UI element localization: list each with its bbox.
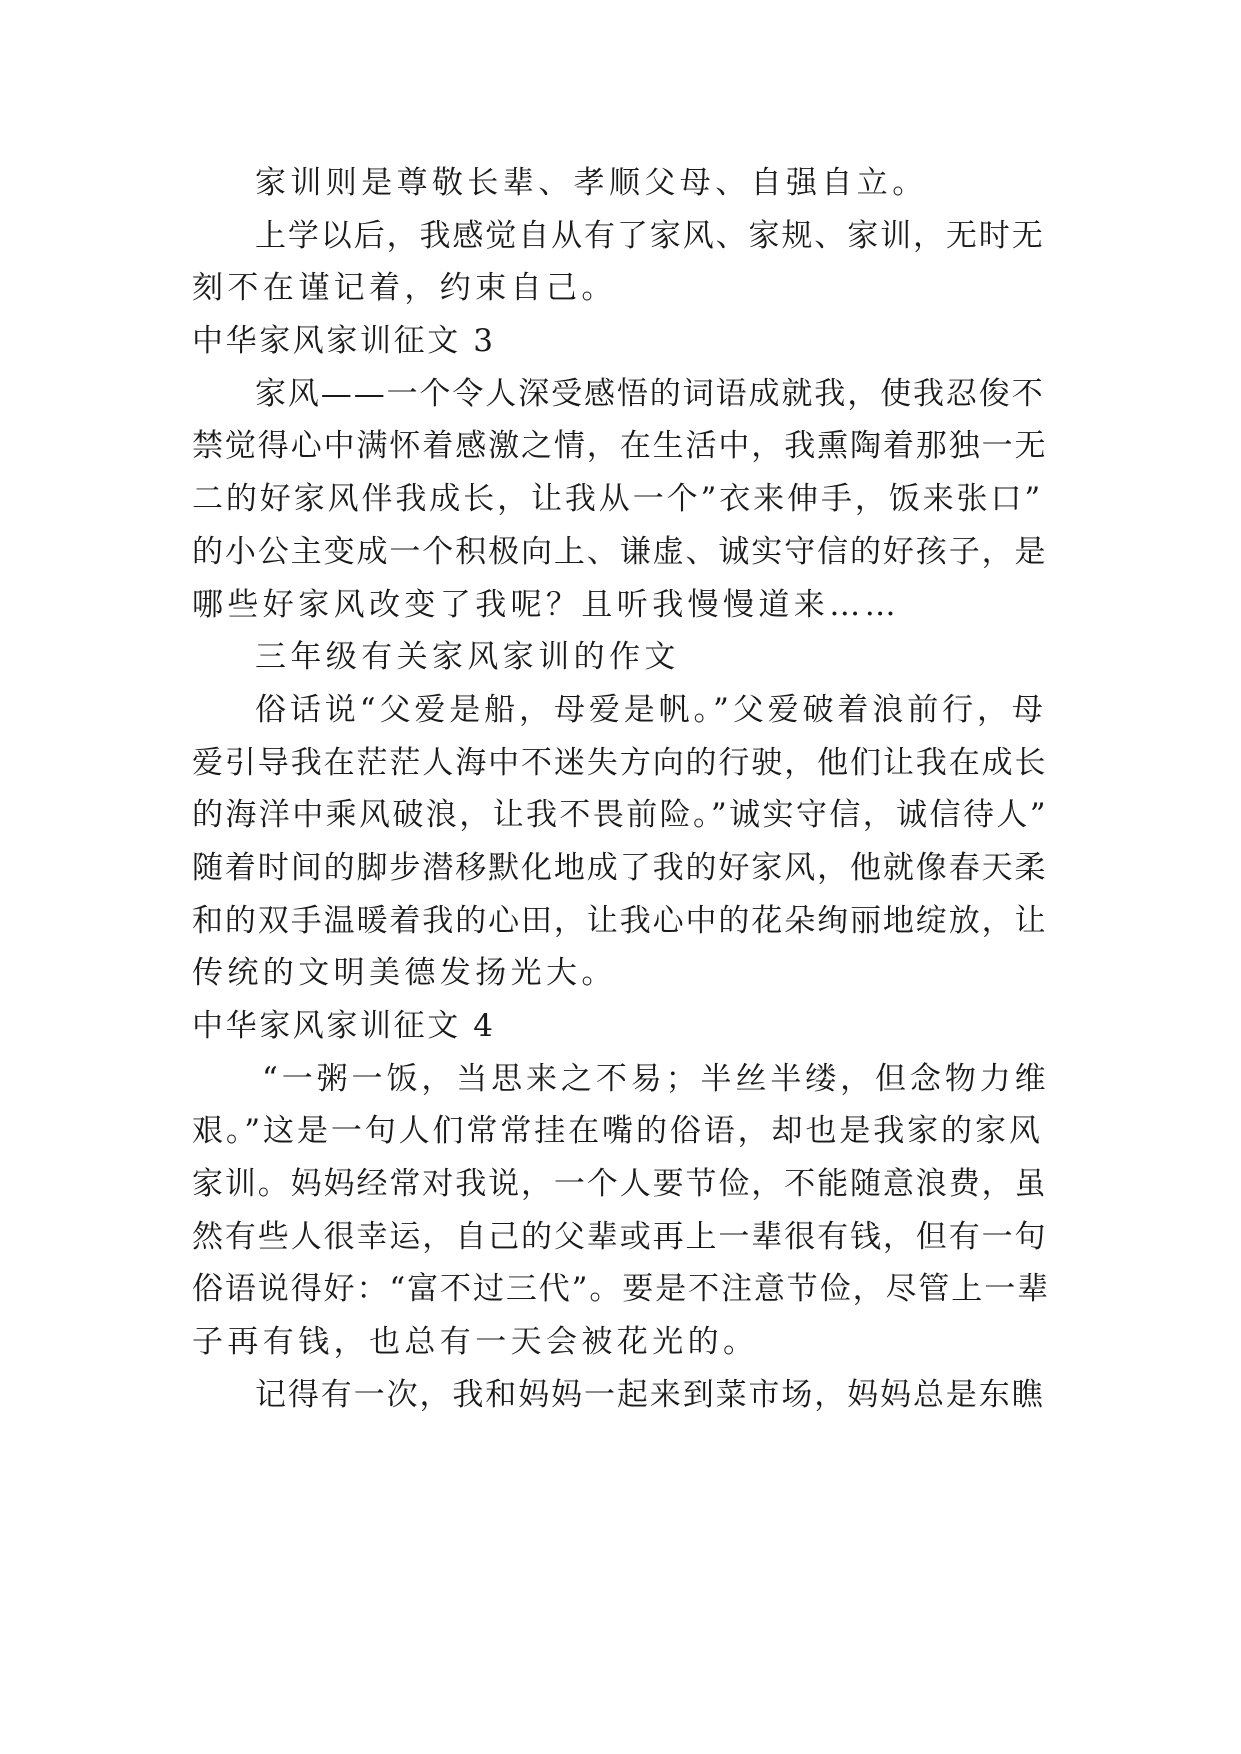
paragraph-line: 的海洋中乘风破浪，让我不畏前险。”诚实守信，诚信待人” <box>192 797 1048 834</box>
paragraph-line: 随着时间的脚步潜移默化地成了我的好家风，他就像春天柔 <box>192 849 1048 886</box>
paragraph-line: 刻不在谨记着，约束自己。 <box>192 270 617 307</box>
paragraph-line: 传统的文明美德发扬光大。 <box>192 955 617 992</box>
paragraph-line: 爱引导我在茫茫人海中不迷失方向的行驶，他们让我在成长 <box>192 744 1048 781</box>
paragraph-line: 俗语说得好：“富不过三代”。要是不注意节俭，尽管上一辈 <box>192 1271 1050 1308</box>
paragraph-line: 然有些人很幸运，自己的父辈或再上一辈很有钱，但有一句 <box>192 1218 1048 1255</box>
subheading-line: 三年级有关家风家训的作文 <box>255 639 680 676</box>
paragraph-line: 俗话说“父爱是船，母爱是帆。”父爱破着浪前行，母 <box>255 691 1047 728</box>
paragraph-line: 家风——一个令人深受感悟的词语成就我，使我忍俊不 <box>255 375 1045 412</box>
paragraph-line: 艰。”这是一句人们常常挂在嘴的俗语，却也是我家的家风 <box>192 1113 1043 1150</box>
paragraph-line: 家训则是尊敬长辈、孝顺父母、自强自立。 <box>255 165 928 201</box>
section-heading: 中华家风家训征文 4 <box>192 1008 496 1044</box>
document-page <box>192 157 1052 1422</box>
paragraph-line: 子再有钱，也总有一天会被花光的。 <box>192 1324 759 1361</box>
paragraph-line: 记得有一次，我和妈妈一起来到菜市场，妈妈总是东瞧 <box>255 1376 1045 1413</box>
paragraph-line: 二的好家风伴我成长，让我从一个”衣来伸手，饭来张口” <box>192 481 1044 518</box>
paragraph-line: 哪些好家风改变了我呢？且听我慢慢道来…… <box>192 586 900 623</box>
paragraph-line: “一粥一饭，当思来之不易；半丝半缕，但念物力维 <box>262 1060 1050 1097</box>
paragraph-line: 的小公主变成一个积极向上、谦虚、诚实守信的好孩子，是 <box>192 533 1048 570</box>
paragraph-line: 上学以后，我感觉自从有了家风、家规、家训，无时无 <box>255 217 1045 254</box>
section-heading: 中华家风家训征文 3 <box>192 323 496 360</box>
paragraph-line: 家训。妈妈经常对我说，一个人要节俭，不能随意浪费，虽 <box>192 1166 1048 1203</box>
paragraph-line: 和的双手温暖着我的心田，让我心中的花朵绚丽地绽放，让 <box>192 902 1048 939</box>
paragraph-line: 禁觉得心中满怀着感激之情，在生活中，我熏陶着那独一无 <box>192 428 1048 465</box>
